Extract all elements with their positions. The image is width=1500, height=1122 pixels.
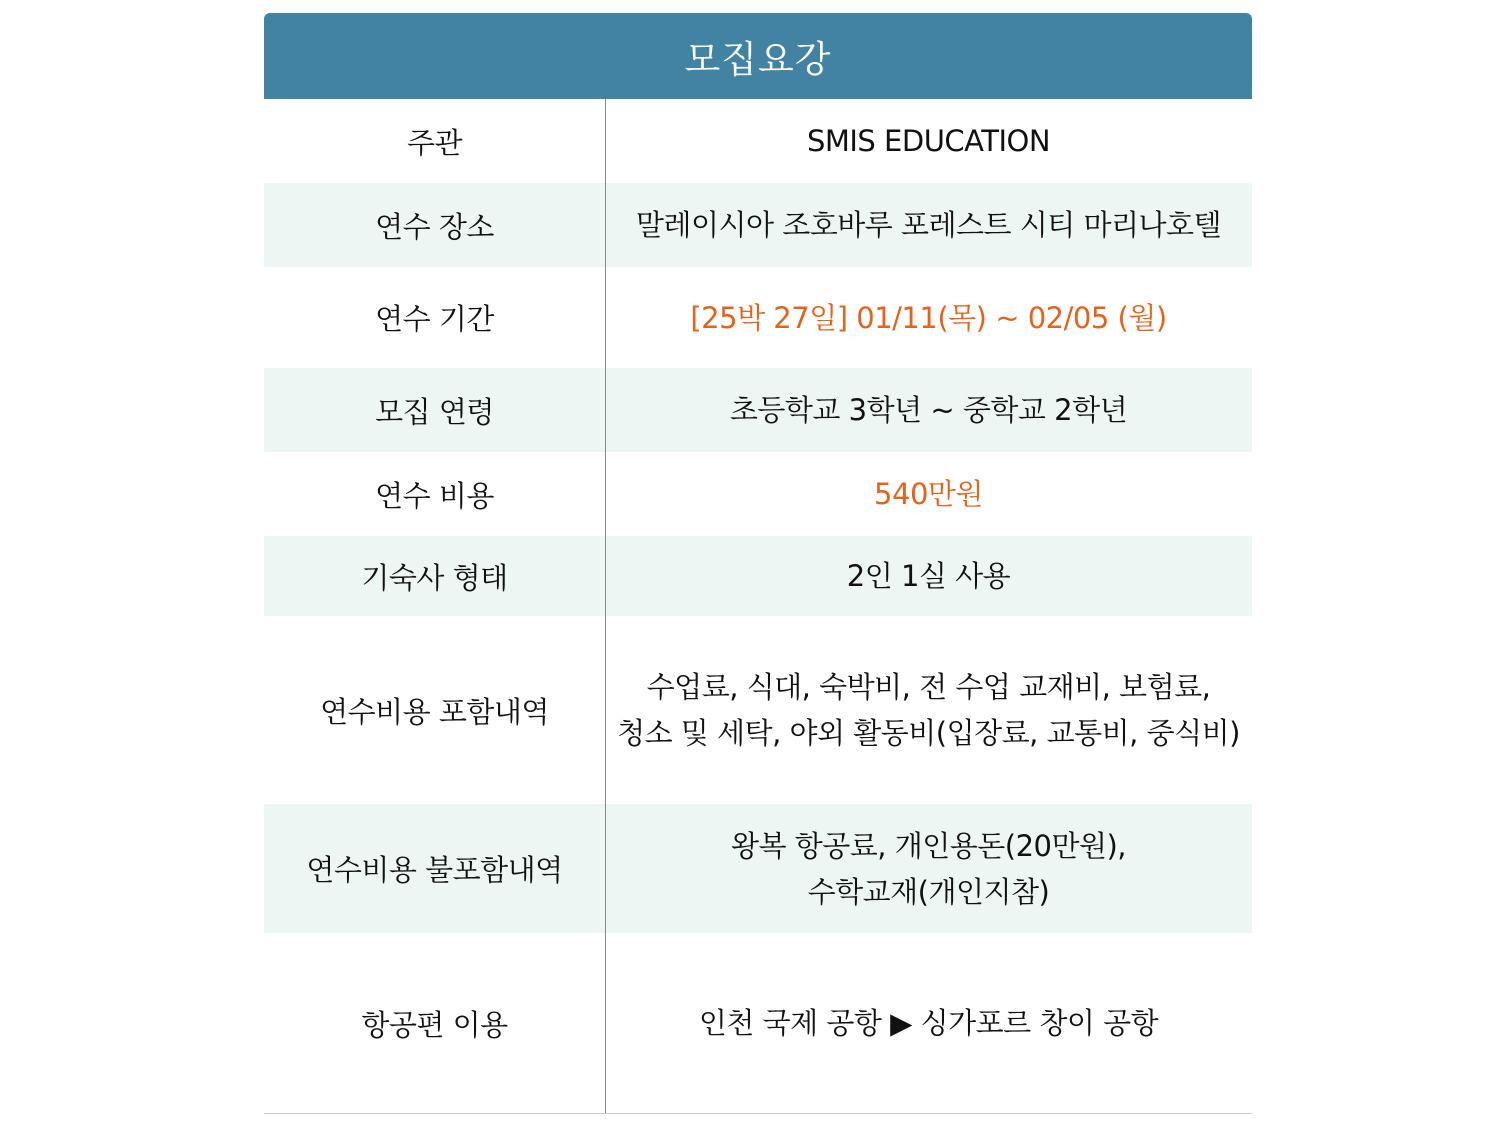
row-value — [605, 202, 1252, 248]
row-dormitory — [264, 536, 1252, 616]
row-value — [605, 664, 1252, 756]
value-line: 2인 1실 사용 — [846, 559, 1011, 593]
row-label: 연수비용 불포함내역 — [306, 853, 563, 887]
value-line: SMIS EDUCATION — [806, 124, 1051, 158]
row-label: 기숙사 형태 — [361, 560, 508, 595]
value-line: 청소 및 세탁, 야외 활동비(입장료, 교통비, 중식비) — [617, 716, 1240, 750]
row-cost — [264, 452, 1252, 536]
value-line: 초등학교 3학년 ~ 중학교 2학년 — [729, 393, 1128, 427]
row-value-highlight — [605, 471, 1252, 517]
row-value — [605, 823, 1252, 915]
row-period — [264, 267, 1252, 368]
info-table — [264, 99, 1252, 1114]
value-line: 말레이시아 조호바루 포레스트 시티 마리나호텔 — [635, 208, 1222, 242]
row-label: 연수 비용 — [375, 478, 494, 513]
row-age — [264, 368, 1252, 452]
row-label: 주관 — [406, 125, 463, 160]
value-line: [25박 27일] 01/11(목) ~ 02/05 (월) — [690, 300, 1167, 335]
row-value — [605, 1000, 1252, 1046]
row-excluded — [264, 804, 1252, 933]
row-label: 연수 장소 — [375, 209, 494, 244]
page-title: 모집요강 — [264, 13, 1252, 99]
row-value — [605, 553, 1252, 599]
row-included — [264, 616, 1252, 804]
value-line: 수학교재(개인지참) — [807, 874, 1050, 909]
row-organizer — [264, 99, 1252, 183]
row-flight — [264, 933, 1252, 1113]
row-label: 연수비용 포함내역 — [320, 694, 549, 729]
row-value — [605, 387, 1252, 433]
row-label: 항공편 이용 — [361, 1007, 508, 1042]
value-line: 왕복 항공료, 개인용돈(20만원), — [730, 828, 1127, 863]
row-label: 모집 연령 — [375, 394, 494, 429]
value-line: 수업료, 식대, 숙박비, 전 수업 교재비, 보험료, — [646, 670, 1211, 704]
value-line: 540만원 — [874, 477, 983, 511]
row-value-highlight — [605, 295, 1252, 341]
row-value — [605, 118, 1252, 164]
row-label: 연수 기간 — [375, 302, 494, 336]
value-line: 인천 국제 공항 ▶ 싱가포르 창이 공항 — [698, 1006, 1159, 1040]
recruitment-guide-card — [264, 13, 1252, 1114]
row-location — [264, 183, 1252, 267]
